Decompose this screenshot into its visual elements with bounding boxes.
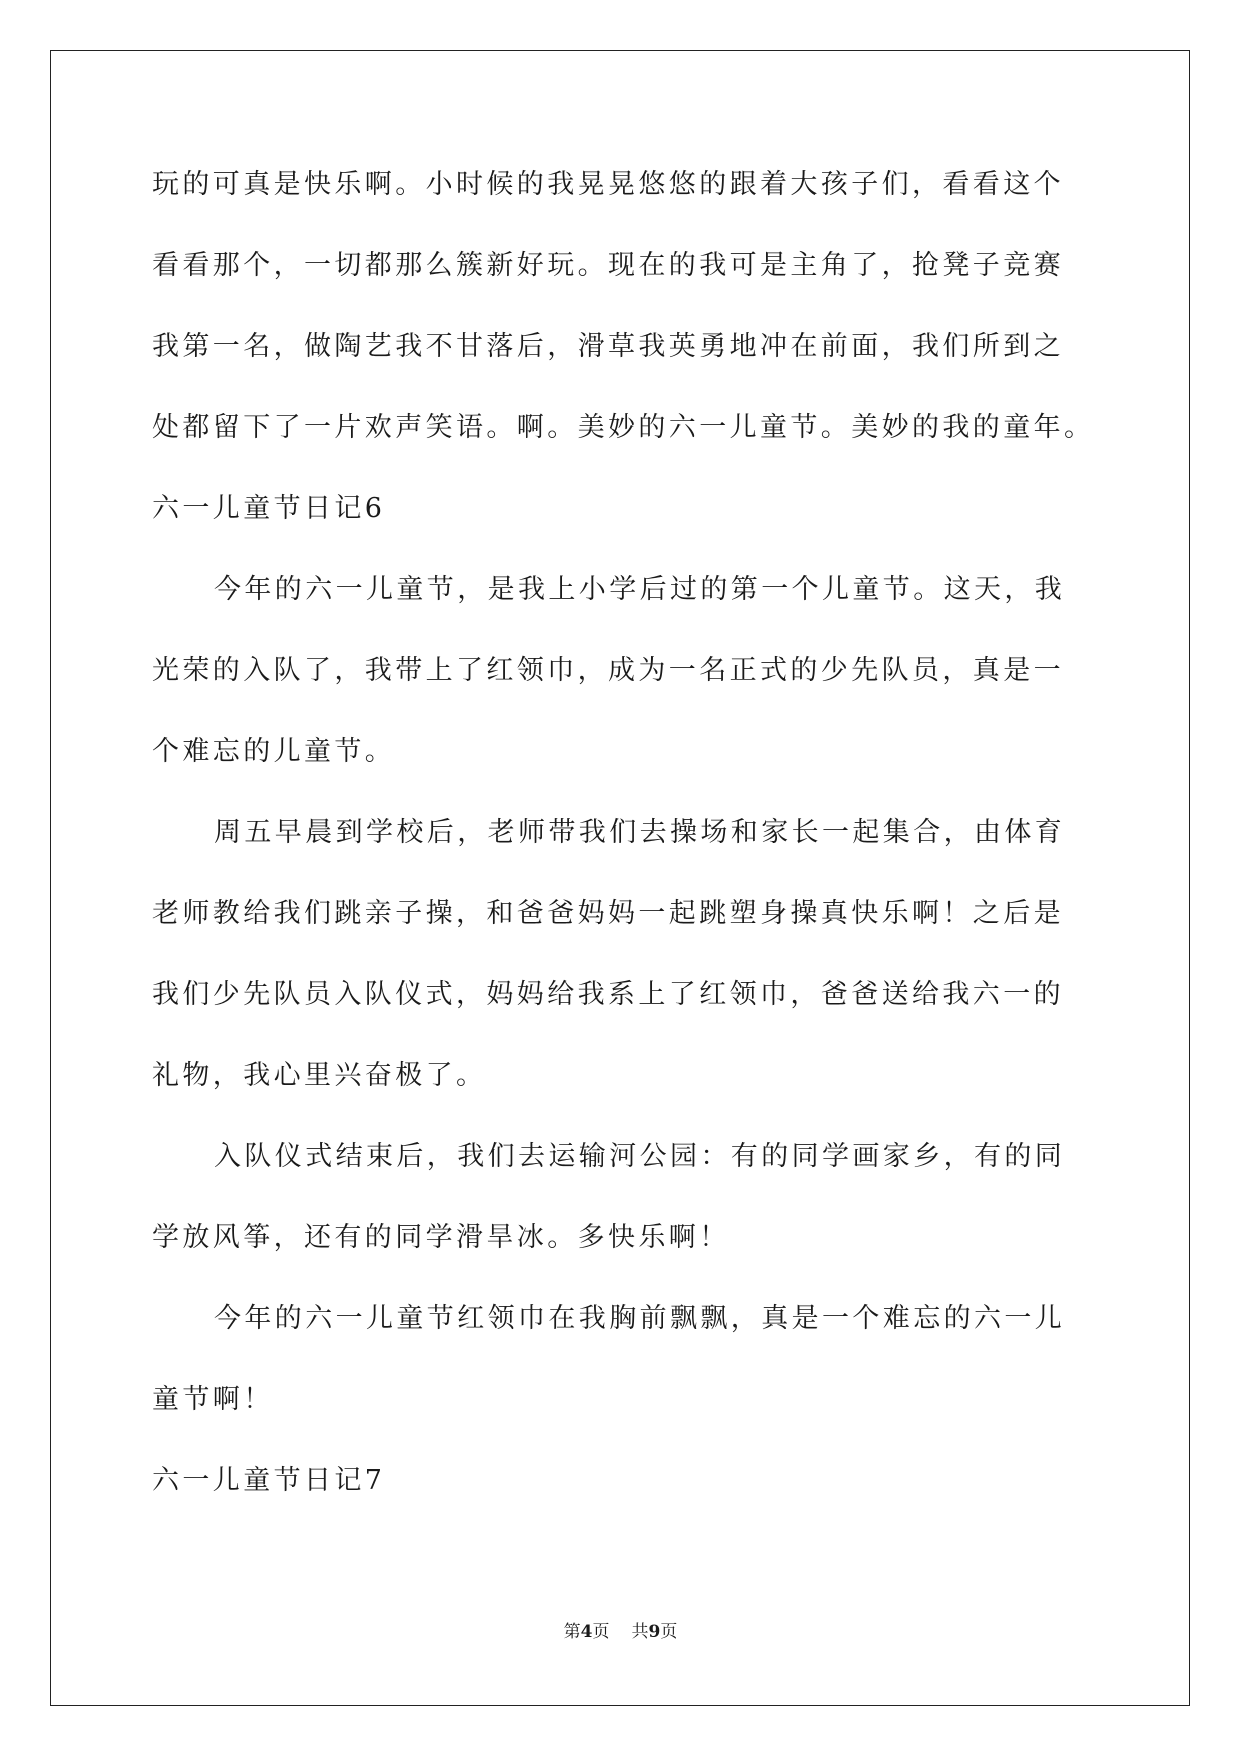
text-line: 我第一名，做陶艺我不甘落后，滑草我英勇地冲在前面，我们所到之 (152, 331, 1064, 362)
text-line: 童节啊！ (152, 1384, 274, 1415)
section-heading: 六一儿童节日记7 (152, 1465, 386, 1496)
text-line: 入队仪式结束后，我们去运输河公园：有的同学画家乡，有的同 (214, 1141, 1066, 1172)
text-line: 学放风筝，还有的同学滑旱冰。多快乐啊！ (152, 1222, 730, 1253)
text-line: 周五早晨到学校后，老师带我们去操场和家长一起集合，由体育 (214, 817, 1066, 848)
text-line: 礼物，我心里兴奋极了。 (152, 1060, 487, 1091)
footer-total-suffix: 页 (660, 1622, 678, 1642)
document-body (152, 158, 1112, 1535)
text-line: 个难忘的儿童节。 (152, 736, 396, 767)
text-line: 玩的可真是快乐啊。小时候的我晃晃悠悠的跟着大孩子们，看看这个 (152, 169, 1064, 200)
text-line: 今年的六一儿童节，是我上小学后过的第一个儿童节。这天，我 (214, 574, 1066, 605)
text-line: 老师教给我们跳亲子操，和爸爸妈妈一起跳塑身操真快乐啊！之后是 (152, 898, 1064, 929)
page-footer (0, 1617, 1241, 1642)
footer-total-prefix: 共 (631, 1622, 649, 1642)
text-line: 光荣的入队了，我带上了红领巾，成为一名正式的少先队员，真是一 (152, 655, 1064, 686)
section-heading: 六一儿童节日记6 (152, 493, 386, 524)
text-line: 看看那个，一切都那么簇新好玩。现在的我可是主角了，抢凳子竞赛 (152, 250, 1064, 281)
footer-page-label: 页 (592, 1622, 610, 1642)
text-line: 我们少先队员入队仪式，妈妈给我系上了红领巾，爸爸送给我六一的 (152, 979, 1064, 1010)
text-line: 今年的六一儿童节红领巾在我胸前飘飘，真是一个难忘的六一儿 (214, 1303, 1066, 1334)
total-page-number: 9 (648, 1622, 661, 1642)
current-page-number: 4 (580, 1622, 593, 1642)
text-line: 处都留下了一片欢声笑语。啊。美妙的六一儿童节。美妙的我的童年。 (152, 412, 1095, 443)
footer-prefix: 第 (563, 1622, 581, 1642)
